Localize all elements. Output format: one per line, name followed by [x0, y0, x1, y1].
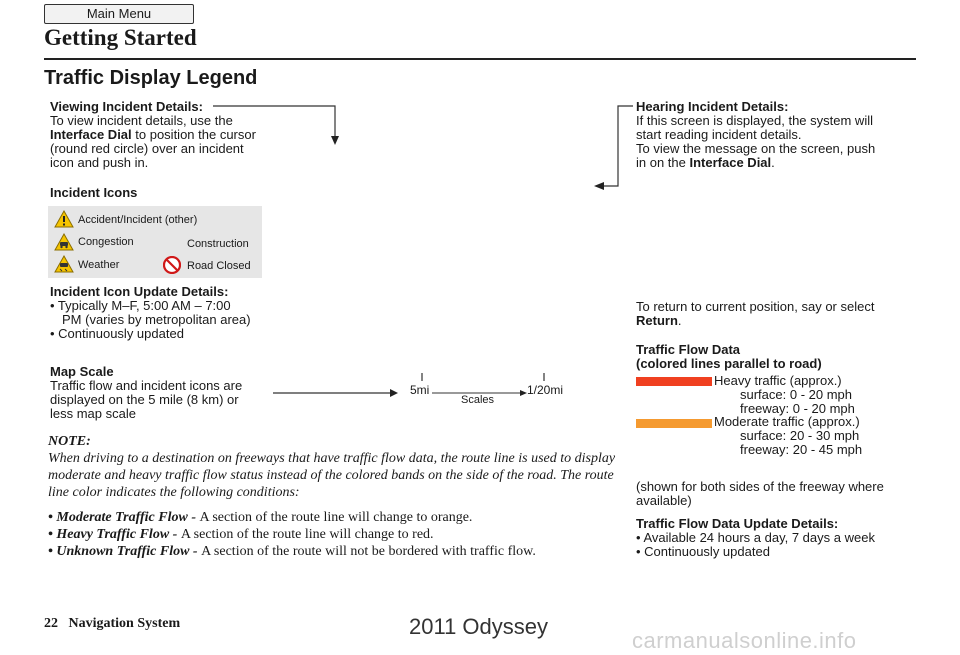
incident-update-item: PM (varies by metropolitan area): [62, 312, 251, 327]
heavy-freeway: freeway: 0 - 20 mph: [740, 401, 855, 416]
accident-warning-icon: [54, 210, 74, 228]
note-bullet-text: A section of the route line will change to red.: [180, 527, 434, 542]
flow-update-block: [636, 517, 916, 559]
viewing-details-line: to position the cursor: [131, 127, 256, 142]
hearing-details-title: Hearing Incident Details:: [636, 99, 789, 114]
flow-shown-line: available): [636, 493, 692, 508]
incident-update-item: • Typically M–F, 5:00 AM – 7:00: [50, 298, 231, 313]
note-body: When driving to a destination on freeways that have traffic flow data, the route line is used to display moderate and heavy traffic flow status instead of the colored bands on the side of the road. The route line color indicates the following conditions:: [48, 451, 616, 500]
heavy-surface: surface: 0 - 20 mph: [740, 387, 852, 402]
viewing-details-title: Viewing Incident Details:: [50, 99, 203, 114]
note-bullet-unknown: [48, 543, 634, 560]
return-line: .: [677, 313, 682, 328]
hearing-details-line: To view the message on the screen, push: [636, 141, 876, 156]
note-bullet-text: A section of the route will not be bordered with traffic flow.: [201, 544, 536, 559]
incident-update-item: • Continuously updated: [50, 326, 184, 341]
heavy-traffic-label: Heavy traffic (approx.): [714, 373, 842, 388]
incident-update-block: [50, 285, 290, 341]
note-block: [48, 433, 634, 560]
road-closed-icon: [163, 256, 181, 274]
note-title: NOTE:: [48, 434, 91, 449]
moderate-surface: surface: 20 - 30 mph: [740, 428, 860, 443]
watermark: carmanualsonline.info: [632, 628, 857, 653]
footer-section: Navigation System: [68, 616, 181, 631]
road-closed-label: Road Closed: [187, 260, 251, 272]
note-bullet-term: • Unknown Traffic Flow -: [48, 544, 202, 559]
accident-label: Accident/Incident (other): [78, 214, 198, 226]
moderate-freeway: freeway: 20 - 45 mph: [740, 442, 863, 457]
moderate-traffic-swatch: [636, 419, 712, 428]
hearing-details-line: If this screen is displayed, the system will: [636, 113, 873, 128]
chapter-title: Getting Started: [44, 25, 197, 50]
scales-label: Scales: [461, 394, 495, 406]
map-scale-line: displayed on the 5 mile (8 km) or: [50, 392, 239, 407]
note-bullet-term: • Moderate Traffic Flow -: [48, 510, 200, 525]
flow-update-title: Traffic Flow Data Update Details:: [636, 516, 839, 531]
incident-icons-title: Incident Icons: [50, 185, 138, 200]
hearing-details-line: in on the: [636, 155, 690, 170]
moderate-traffic-label: Moderate traffic (approx.): [714, 414, 860, 429]
map-scale-line: less map scale: [50, 406, 136, 421]
flow-subtitle: (colored lines parallel to road): [636, 356, 822, 371]
construction-label: Construction: [187, 238, 249, 250]
footer-brand: 2011 Odyssey: [409, 614, 549, 639]
note-bullet-moderate: [48, 509, 634, 526]
incident-update-title: Incident Icon Update Details:: [50, 284, 229, 299]
note-bullet-heavy: [48, 526, 634, 543]
incident-icons-panel: [48, 206, 262, 278]
main-menu-button[interactable]: Main Menu: [44, 4, 194, 24]
page-heading: Traffic Display Legend: [44, 67, 258, 89]
return-line: To return to current position, say or select: [636, 299, 875, 314]
map-scale-line: Traffic flow and incident icons are: [50, 378, 243, 393]
viewing-details-line: icon and push in.: [50, 155, 149, 170]
congestion-icon: [54, 233, 74, 251]
flow-shown-line: (shown for both sides of the freeway where: [636, 479, 884, 494]
viewing-details-line: To view incident details, use the: [50, 113, 233, 128]
footer-page-info: [44, 616, 180, 632]
map-scale-title: Map Scale: [50, 364, 114, 379]
weather-label: Weather: [78, 259, 120, 271]
hearing-details-line: .: [771, 155, 775, 170]
interface-dial-label: Interface Dial: [50, 127, 132, 142]
flow-title: Traffic Flow Data: [636, 342, 741, 357]
flow-shown-note: [636, 480, 916, 508]
congestion-label: Congestion: [78, 236, 134, 248]
hearing-details-line: start reading incident details.: [636, 127, 802, 142]
flow-title-block: [636, 343, 916, 371]
hearing-details-block: [636, 100, 916, 170]
moderate-traffic-block: [714, 415, 914, 457]
return-label: Return: [636, 313, 678, 328]
viewing-details-line: (round red circle) over an incident: [50, 141, 244, 156]
scale-5mi-label: 5mi: [410, 383, 430, 397]
heavy-traffic-block: [714, 374, 914, 416]
return-block: [636, 300, 916, 328]
flow-update-item: • Available 24 hours a day, 7 days a week: [636, 530, 875, 545]
weather-icon: [54, 255, 74, 273]
heavy-traffic-swatch: [636, 377, 712, 386]
viewing-details-block: [50, 100, 310, 170]
map-scale-block: [50, 365, 280, 421]
note-bullet-term: • Heavy Traffic Flow -: [48, 527, 181, 542]
page-number: 22: [44, 616, 58, 631]
scale-20-label: 1/20mi: [527, 383, 564, 397]
note-bullet-text: A section of the route line will change to orange.: [199, 510, 473, 525]
flow-update-item: • Continuously updated: [636, 544, 770, 559]
interface-dial-label: Interface Dial: [689, 155, 772, 170]
